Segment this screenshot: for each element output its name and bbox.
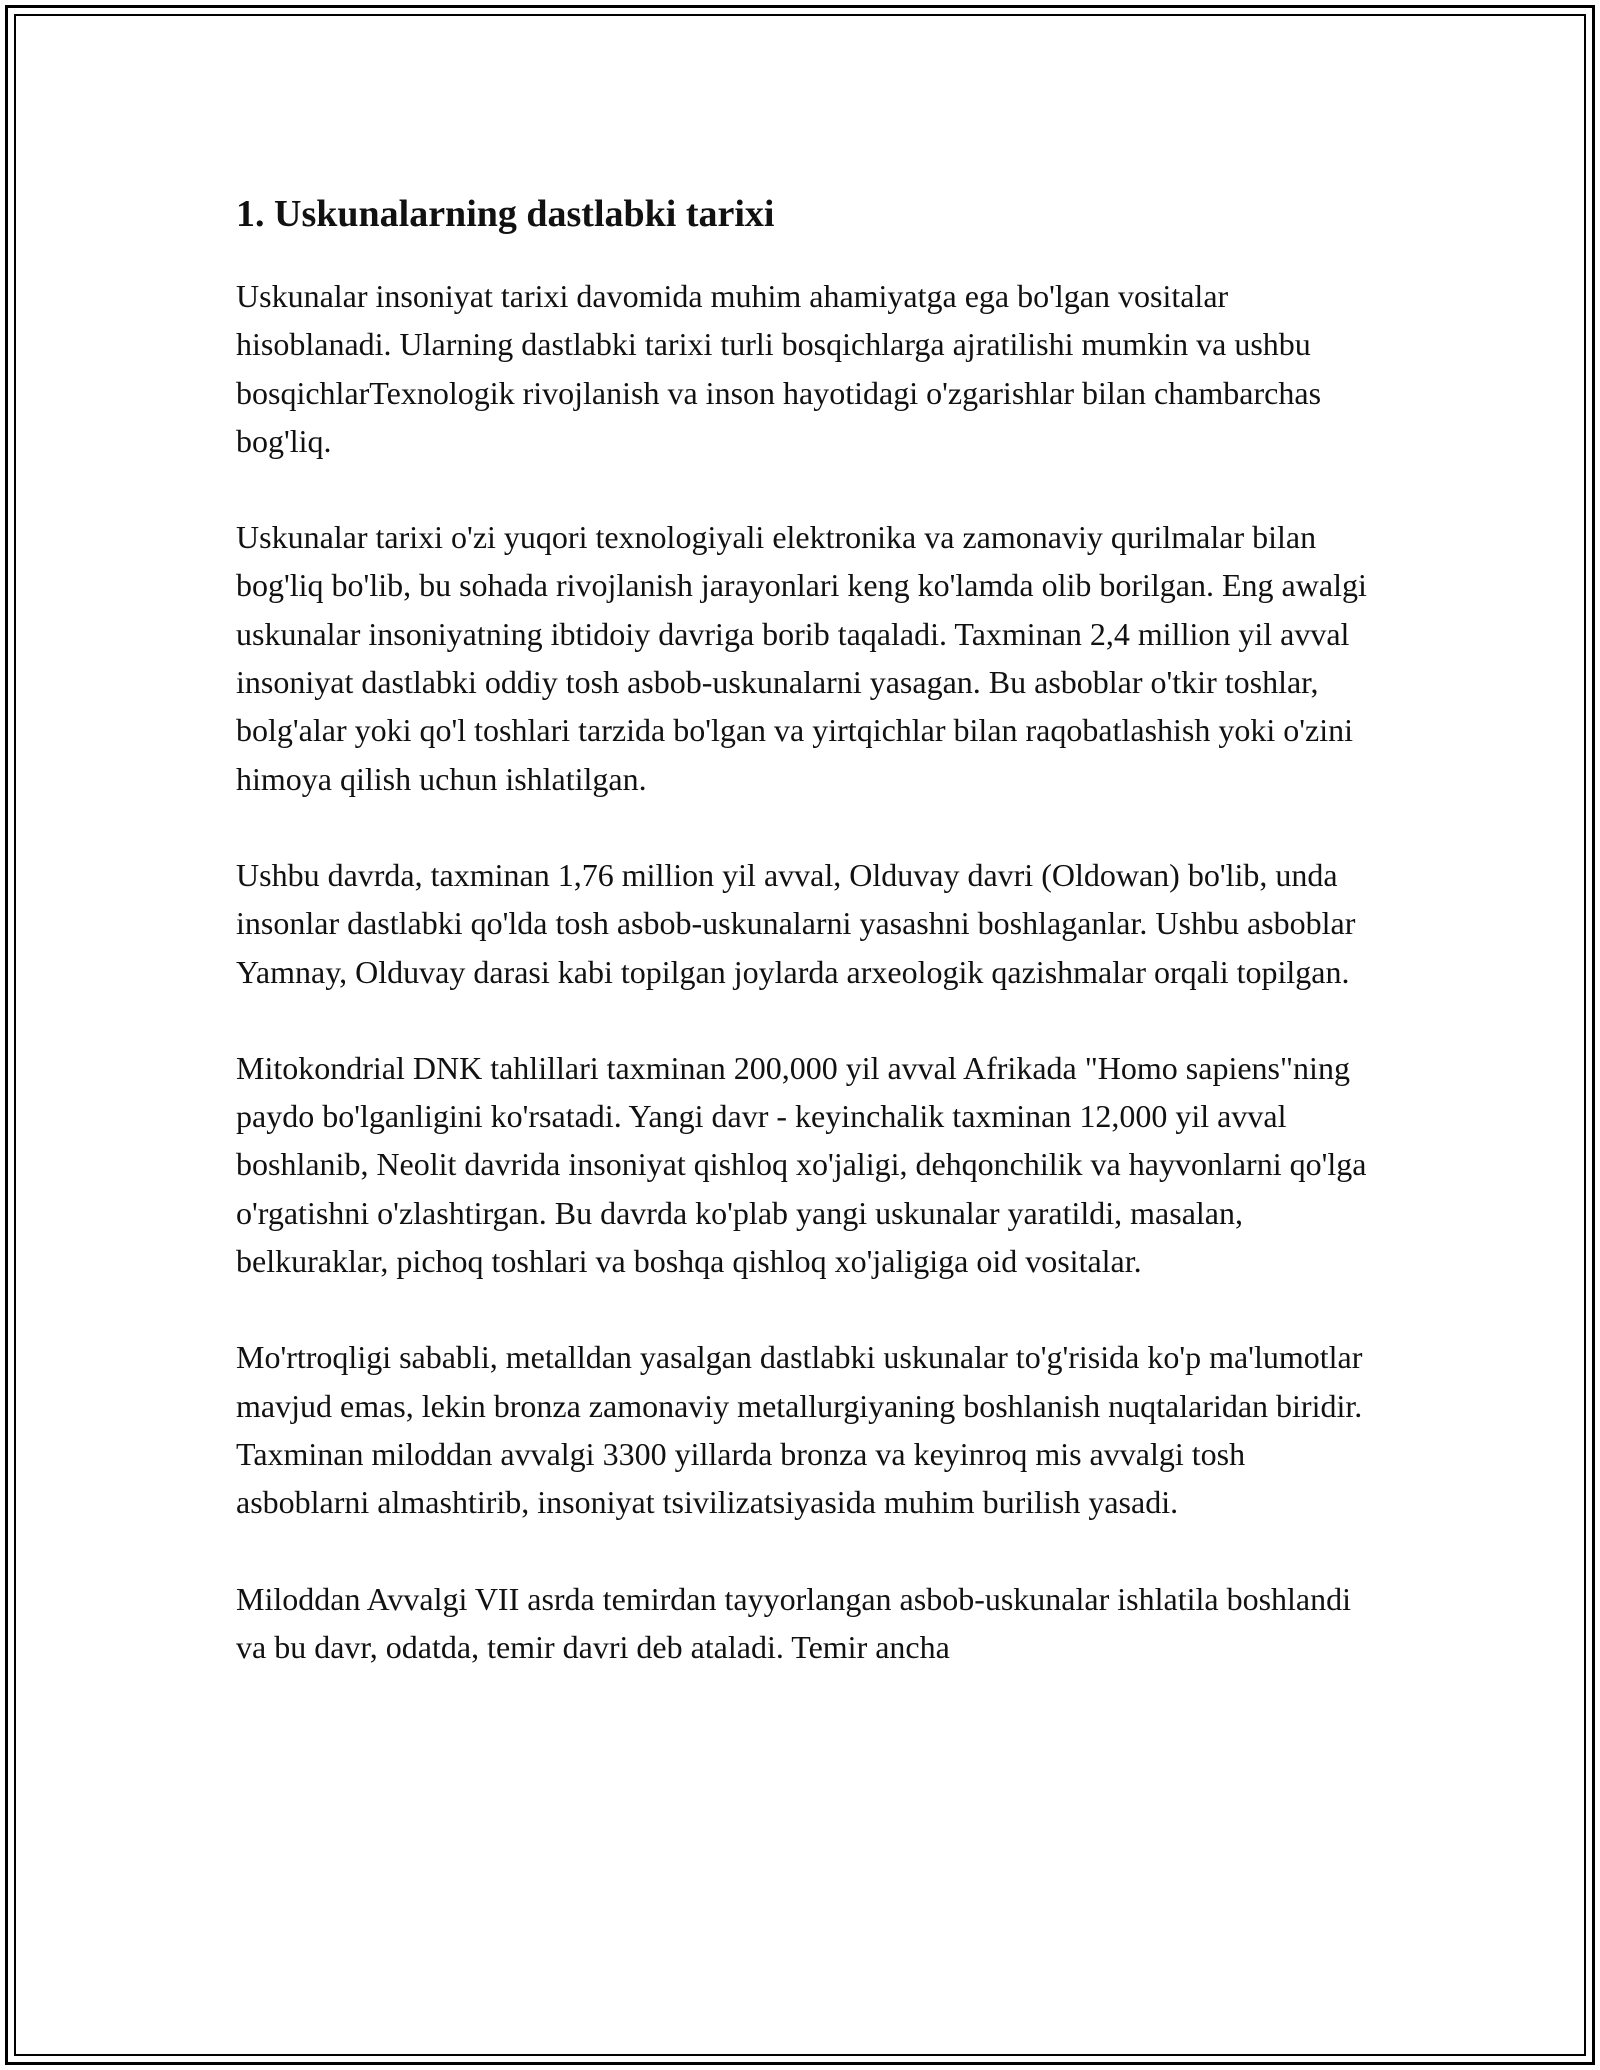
- paragraph-2: Uskunalar tarixi o'zi yuqori texnologiyali elektronika va zamonaviy qurilmalar bilan bog'liq bo'lib, bu sohada rivojlanish jarayonlari keng ko'lamda olib borilgan. Eng awalgi uskunalar insoniyatning ibtidoiy davriga borib taqaladi. Taxminan 2,4 million yil avval insoniyat dastlabki oddiy tosh asbob-uskunalarni yasagan. Bu asboblar o'tkir toshlar, bolg'alar yoki qo'l toshlari tarzida bo'lgan va yirtqichlar bilan raqobatlashish yoki o'zini himoya qilish uchun ishlatilgan.: [236, 519, 1367, 797]
- paragraph-5: Mo'rtroqligi sababli, metalldan yasalgan dastlabki uskunalar to'g'risida ko'p ma'lumotlar mavjud emas, lekin bronza zamonaviy metallurgiyaning boshlanish nuqtalaridan biridir. Taxminan miloddan avvalgi 3300 yillarda bronza va keyinroq mis avvalgi tosh asboblarni almashtirib, insoniyat tsivilizatsiyasida muhim burilish yasadi.: [236, 1339, 1363, 1521]
- section-heading: 1. Uskunalarning dastlabki tarixi: [236, 193, 775, 235]
- paragraph-4: Mitokondrial DNK tahlillari taxminan 200,000 yil avval Afrikada "Homo sapiens"ning paydo bo'lganligini ko'rsatadi. Yangi davr - keyinchalik taxminan 12,000 yil avval boshlanib, Neolit davrida insoniyat qishloq xo'jaligi, dehqonchilik va hayvonlarni qo'lga o'rgatishni o'zlashtirgan. Bu davrda ko'plab yangi uskunalar yaratildi, masalan, belkuraklar, pichoq toshlari va boshqa qishloq xo'jaligiga oid vositalar.: [236, 1049, 1367, 1280]
- paragraph-3: Ushbu davrda, taxminan 1,76 million yil avval, Olduvay davri (Oldowan) bo'lib, unda insonlar dastlabki qo'lda tosh asbob-uskunalarni yasashni boshlaganlar. Ushbu asboblar Yamnay, Olduvay darasi kabi topilgan joylarda arxeologik qazishmalar orqali topilgan.: [236, 856, 1356, 990]
- paragraph-1: Uskunalar insoniyat tarixi davomida muhim ahamiyatga ega bo'lgan vositalar hisoblanadi. Ularning dastlabki tarixi turli bosqichlarga ajratilishi mumkin va ushbu bosqichlarTexnologik rivojlanish va inson hayotidagi o'zgarishlar bilan chambarchas bog'liq.: [236, 278, 1322, 459]
- paragraph-6: Miloddan Avvalgi VII asrda temirdan tayyorlangan asbob-uskunalar ishlatila boshlandi va bu davr, odatda, temir davri deb ataladi. Temir ancha: [236, 1580, 1351, 1665]
- document-body: [236, 188, 1386, 1671]
